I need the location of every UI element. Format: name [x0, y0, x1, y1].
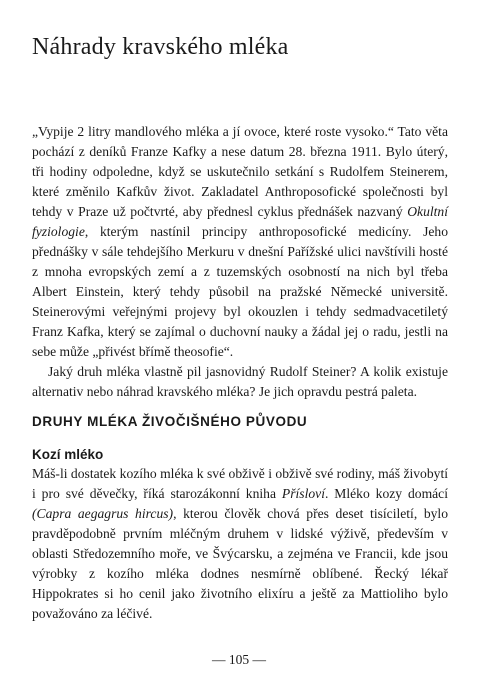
- intro-paragraph-1-italic-title: Okultní fyziologie: [32, 204, 448, 239]
- goat-book-title: Přísloví: [281, 486, 325, 501]
- intro-paragraph-1: [32, 122, 448, 362]
- goat-text-3: , kterou člověk chová přes deset tisíciletí, bylo pravděpodobně prvním mléčným druhem v lidské výživě, především v oblasti Středozemního moře, ve Švýcarsku, a zejména ve Francii, kde jsou výrobky z kozího mléka dodnes nesmírně oblíbené. Řecký lékař Hippokrates si ho cenil jako životního elixíru a ještě za Mattioliho bylo považováno za léčivé.: [32, 506, 448, 621]
- intro-paragraph-1-text-a: „Vypije 2 litry mandlového mléka a jí ovoce, které roste vysoko.“ Tato věta pochází z deníků Franze Kafky a nese datum 28. března 1911. Bylo úterý, tři hodiny odpoledne, když se uskutečnilo setkání s Rudolfem Steinerem, které změnilo Kafkův život. Zakladatel Anthroposofické společnosti byl tehdy v Praze už počtvrté, aby přednesl cyklus přednášek nazvaný: [32, 124, 448, 219]
- goat-milk-paragraph: [32, 464, 448, 624]
- goat-text-2: . Mléko kozy domácí: [324, 486, 448, 501]
- page-number: — 105 —: [212, 652, 266, 667]
- chapter-title: Náhrady kravského mléka: [32, 34, 289, 60]
- subsection-heading: Kozí mléko: [32, 447, 104, 462]
- goat-milk-section: [32, 464, 448, 624]
- goat-latin-name: (Capra aegagrus hircus): [32, 506, 174, 521]
- intro-paragraph-1-text-b: , kterým nastínil principy anthroposofické medicíny. Jeho přednášky v sále tehdejšího Merkuru v dnešní Pařížské ulici navštívili hosté z mnoha evropských zemí a z tuzemských osobností na nich byl třeba Albert Einstein, který tehdy působil na pražské Německé universitě. Steinerovými veřejnými projevy byl okouzlen i tehdy sedmadvacetiletý Franz Kafka, který se zajímal o duchovní nauky a žádal jej o radu, jestli na sebe může „přivést břímě theosofie“.: [32, 224, 448, 359]
- section-heading: DRUHY MLÉKA ŽIVOČIŠNÉHO PŮVODU: [32, 414, 308, 429]
- intro-paragraph-2: Jaký druh mléka vlastně pil jasnovidný Rudolf Steiner? A kolik existuje alternativ nebo náhrad kravského mléka? Je jich opravdu pestrá paleta.: [32, 364, 448, 399]
- intro-section: [32, 122, 448, 402]
- goat-text-1: Máš-li dostatek kozího mléka k své obživě i obživě své rodiny, máš živobytí i pro své děvečky, říká starozákonní kniha: [32, 466, 448, 501]
